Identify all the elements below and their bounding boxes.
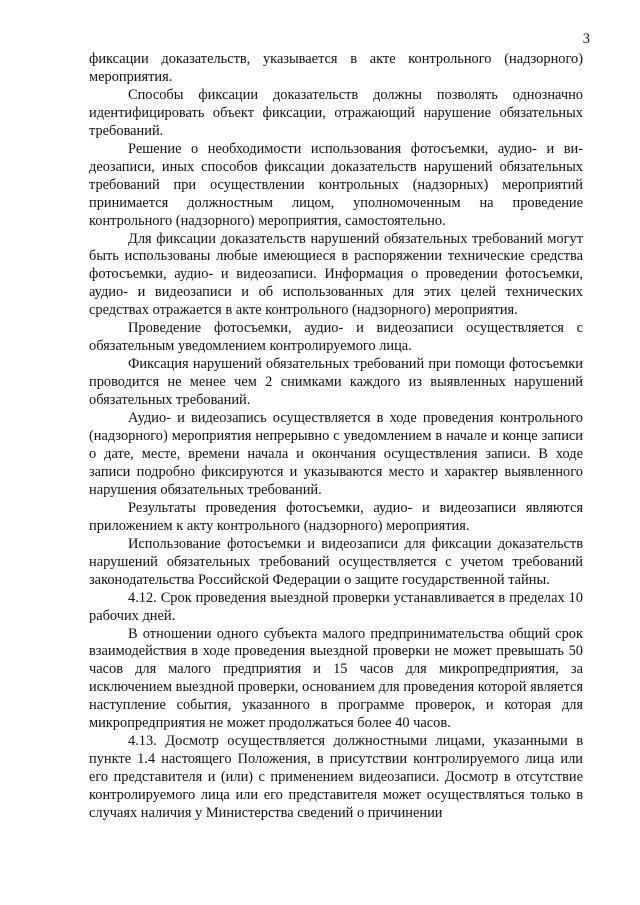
paragraph: 4.13. Досмотр осуществляется должностными лицами, указанными в пункте 1.4 настоящего Положения, в присутствии контролируемого лица или его представителя и (или) с применением видеозаписи. Досмотр в отсутствие контролируемого лица или его представителя может осуществляться только в случаях наличия у Министерства сведений о причинении [89,733,583,822]
paragraph: Результаты проведения фотосъемки, аудио- и видеозаписи являются приложением к акту контрольного (надзорного) мероприятия. [89,499,583,534]
paragraph: Способы фиксации доказательств должны позволять однозначно идентифицировать объект фиксации, отражающий нарушение обязательных требований. [89,86,583,139]
paragraph: Использование фотосъемки и видеозаписи для фиксации доказательств нарушений обязательных требований осуществляется с учетом требований законодательства Российской Федерации о защите государственной тайны. [89,535,583,588]
page-number: 3 [582,31,590,47]
page-text [89,51,583,823]
paragraph: Решение о необходимости использования фотосъемки, аудио- и видеозаписи, иных способов фиксации доказательств нарушений обязательных требований при осуществлении контрольных (надзорных) мероприятий принимается должностным лицом, уполномоченным на проведение контрольного (надзорного) мероприятия, самостоятельно. [89,140,583,229]
paragraph: В отношении одного субъекта малого предпринимательства общий срок взаимодействия в ходе проведения выездной проверки не может превышать 50 часов для малого предприятия и 15 часов для микропредприятия, за исключением выездной проверки, основанием для проведения которой является наступление события, указанного в программе проверок, и которая для микропредприятия не может продолжаться более 40 часов. [89,625,583,732]
paragraph: фиксации доказательств, указывается в акте контрольного (надзорного) мероприятия. [89,51,583,85]
paragraph: Фиксация нарушений обязательных требований при помощи фотосъемки проводится не менее чем 2 снимками каждого из выявленных нарушений обязательных требований. [89,356,583,409]
paragraph: 4.12. Срок проведения выездной проверки устанавливается в пределах 10 рабочих дней. [89,589,583,624]
paragraph: Проведение фотосъемки, аудио- и видеозаписи осуществляется с обязательным уведомлением контролируемого лица. [89,320,583,355]
paragraph: Для фиксации доказательств нарушений обязательных требований могут быть использованы любые имеющиеся в распоряжении технические средства фотосъемки, аудио- и видеозаписи. Информация о проведении фотосъемки, аудио- и видеозаписи и об использованных для этих целей технических средствах отражается в акте контрольного (надзорного) мероприятия. [89,230,583,319]
paragraph: Аудио- и видеозапись осуществляется в ходе проведения контрольного (надзорного) мероприятия непрерывно с уведомлением в начале и конце записи о дате, месте, времени начала и окончания осуществления записи. В ходе записи подробно фиксируются и указываются место и характер выявленного нарушения обязательных требований. [89,410,583,498]
